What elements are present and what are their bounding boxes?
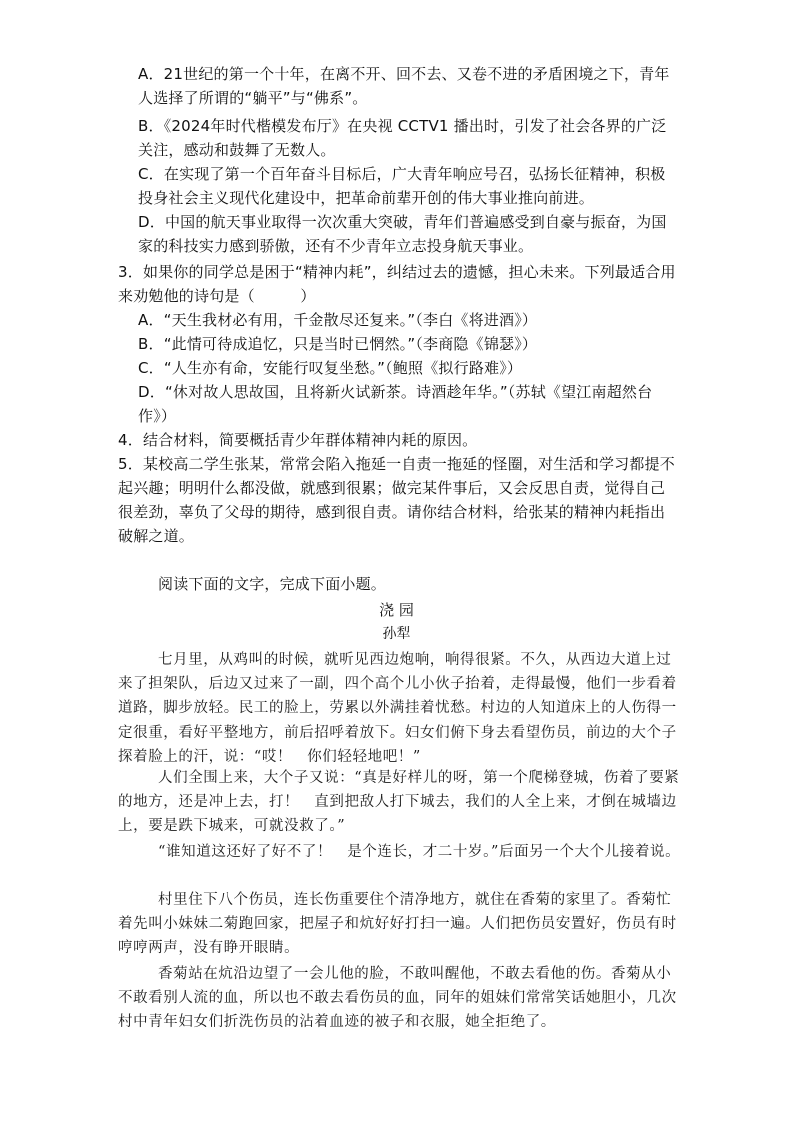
story-paragraph: 七月里，从鸡叫的时候，就听见西边炮响，响得很紧。不久，从西边大道上过来了担架队，后边又过来了一副，四个高个儿小伙子抬着，走得最慢，他们一步看着道路，脚步放轻。民工的脸上，劳累以外满挂着忧愁。村边的人知道床上的人伤得一定很重，看好平整地方，前后招呼着放下。妇女们俯下身去看望伤员，前边的大个子探着脸上的汗，说：“哎！ 你们轻轻地吧！” <box>118 652 677 765</box>
option-a: A．21世纪的第一个十年，在离不开、回不去、又卷不进的矛盾困境之下，青年人选择了所谓的“躺平”与“佛系”。 <box>138 65 670 107</box>
option-d: D．中国的航天事业取得一次次重大突破，青年们普遍感受到自豪与振奋，为国家的科技实力感到骄傲，还有不少青年立志投身航天事业。 <box>138 213 667 255</box>
question-4: 4．结合材料，简要概括青少年群体精神内耗的原因。 <box>118 431 478 449</box>
story-paragraph: 香菊站在炕沿边望了一会儿他的脸，不敢叫醒他，不敢去看他的伤。香菊从小不敢看别人流的血，所以也不敢去看伤员的血，同年的姐妹们常常笑话她胆小，几次村中青年妇女们折洗伤员的沾着血迹的被子和衣服，她全拒绝了。 <box>118 966 677 1031</box>
question-3-option-b: B．“此情可待成追忆，只是当时已惘然。”（李商隐《锦瑟》） <box>138 335 538 353</box>
question-3-option-c: C．“人生亦有命，安能行叹复坐愁。”（鲍照《拟行路难》） <box>138 359 523 377</box>
story-paragraph: “谁知道这还好了好不了！ 是个连长，才二十岁。”后面另一个大个儿接着说。 <box>158 844 681 860</box>
reading-instruction: 阅读下面的文字，完成下面小题。 <box>158 575 387 593</box>
question-3-option-d: D．“休对故人思故国，且将新火试新茶。诗酒趁年华。”（苏轼《望江南超然台作》） <box>138 383 653 425</box>
option-c: C．在实现了第一个百年奋斗目标后，广大青年响应号召，弘扬长征精神，积极投身社会主义现代化建设中，把革命前辈开创的伟大事业推向前进。 <box>138 165 666 207</box>
option-b: B．《2024年时代楷模发布厅》在央视 CCTV1 播出时，引发了社会各界的广泛关注，感动和鼓舞了无数人。 <box>138 117 667 159</box>
story-paragraph: 村里住下八个伤员，连长伤重要住个清净地方，就住在香菊的家里了。香菊忙着先叫小妹妹二菊跑回家，把屋子和炕好好打扫一遍。人们把伤员安置好，伤员有时哼哼两声，没有睁开眼睛。 <box>118 892 677 957</box>
story-author: 孙犁 <box>382 626 411 642</box>
question-3-stem: 3．如果你的同学总是困于“精神内耗”，纠结过去的遗憾，担心未来。下列最适合用来劝勉他的诗句是（ ） <box>118 263 676 305</box>
question-5: 5．某校高二学生张某，常常会陷入拖延一自责一拖延的怪圈，对生活和学习都提不起兴趣；明明什么都没做，就感到很累；做完某件事后，又会反思自责，觉得自己很差劲，辜负了父母的期待，感到很自责。请你结合材料，给张某的精神内耗指出破解之道。 <box>118 455 675 545</box>
story-title: 浇 园 <box>379 601 414 619</box>
story-paragraph: 人们全围上来，大个子又说：“真是好样儿的呀，第一个爬梯登城，伤着了要紧的地方，还是冲上去，打！ 直到把敌人打下城去，我们的人全上来，才倒在城墙边上，要是跌下城来，可就没救了。” <box>118 770 680 835</box>
question-3-option-a: A．“天生我材必有用，千金散尽还复来。”（李白《将进酒》） <box>138 311 538 329</box>
